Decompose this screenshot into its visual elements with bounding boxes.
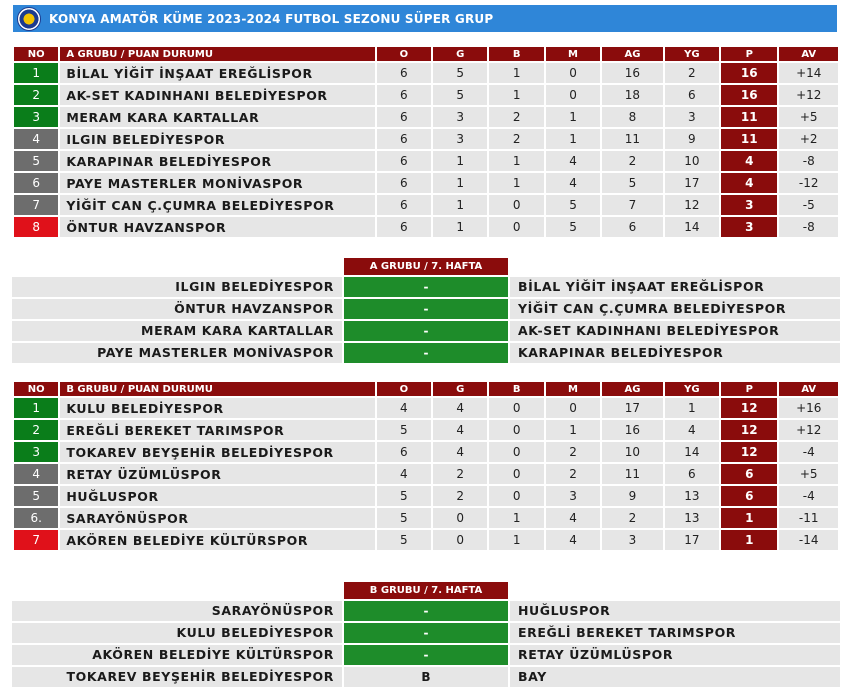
match-score: - xyxy=(344,623,508,643)
table-row xyxy=(14,107,838,127)
col-av-header: AV xyxy=(779,47,838,61)
p-cell: 16 xyxy=(721,85,777,105)
group-a-standings-table xyxy=(12,45,840,239)
m-cell: 3 xyxy=(546,486,600,506)
group-b-fixtures xyxy=(12,601,840,689)
yg-cell: 12 xyxy=(665,195,719,215)
col-no-header: NO xyxy=(14,47,58,61)
col-b-header: B xyxy=(489,382,543,396)
p-cell: 11 xyxy=(721,129,777,149)
team-name-cell: AKÖREN BELEDİYE KÜLTÜRSPOR xyxy=(60,530,374,550)
home-team: TOKAREV BEYŞEHİR BELEDİYESPOR xyxy=(12,667,342,687)
col-g-header: G xyxy=(433,382,487,396)
table-header-row xyxy=(14,47,838,61)
yg-cell: 17 xyxy=(665,530,719,550)
match-score: - xyxy=(344,343,508,363)
home-team: ÖNTUR HAVZANSPOR xyxy=(12,299,342,319)
m-cell: 0 xyxy=(546,63,600,83)
yg-cell: 17 xyxy=(665,173,719,193)
table-row xyxy=(14,151,838,171)
g-cell: 3 xyxy=(433,107,487,127)
home-team: SARAYÖNÜSPOR xyxy=(12,601,342,621)
b-cell: 1 xyxy=(489,85,543,105)
b-cell: 0 xyxy=(489,217,543,237)
o-cell: 5 xyxy=(377,420,431,440)
match-score: - xyxy=(344,321,508,341)
yg-cell: 6 xyxy=(665,464,719,484)
rank-cell: 5 xyxy=(14,151,58,171)
av-cell: -12 xyxy=(779,173,838,193)
o-cell: 6 xyxy=(377,195,431,215)
m-cell: 1 xyxy=(546,420,600,440)
av-cell: -8 xyxy=(779,151,838,171)
b-cell: 0 xyxy=(489,486,543,506)
p-cell: 12 xyxy=(721,442,777,462)
p-cell: 3 xyxy=(721,217,777,237)
ag-cell: 16 xyxy=(602,63,662,83)
away-team: RETAY ÜZÜMLÜSPOR xyxy=(510,645,840,665)
yg-cell: 10 xyxy=(665,151,719,171)
col-o-header: O xyxy=(377,47,431,61)
fixture-row xyxy=(12,343,840,363)
fixture-row xyxy=(12,667,840,687)
ag-cell: 9 xyxy=(602,486,662,506)
o-cell: 6 xyxy=(377,85,431,105)
rank-cell: 7 xyxy=(14,195,58,215)
home-team: ILGIN BELEDİYESPOR xyxy=(12,277,342,297)
rank-cell: 6 xyxy=(14,173,58,193)
p-cell: 4 xyxy=(721,151,777,171)
away-team: BİLAL YİĞİT İNŞAAT EREĞLİSPOR xyxy=(510,277,840,297)
p-cell: 16 xyxy=(721,63,777,83)
col-o-header: O xyxy=(377,382,431,396)
team-name-cell: SARAYÖNÜSPOR xyxy=(60,508,374,528)
g-cell: 2 xyxy=(433,464,487,484)
o-cell: 4 xyxy=(377,464,431,484)
team-name-cell: BİLAL YİĞİT İNŞAAT EREĞLİSPOR xyxy=(60,63,374,83)
col-ag-header: AG xyxy=(602,382,662,396)
b-cell: 1 xyxy=(489,173,543,193)
group-a-fixture-heading: A GRUBU / 7. HAFTA xyxy=(344,258,508,275)
yg-cell: 2 xyxy=(665,63,719,83)
table-row xyxy=(14,442,838,462)
team-name-cell: PAYE MASTERLER MONİVASPOR xyxy=(60,173,374,193)
rank-cell: 3 xyxy=(14,107,58,127)
group-b-heading: B GRUBU / PUAN DURUMU xyxy=(60,382,374,396)
ag-cell: 3 xyxy=(602,530,662,550)
av-cell: +12 xyxy=(779,85,838,105)
col-av-header: AV xyxy=(779,382,838,396)
home-team: KULU BELEDİYESPOR xyxy=(12,623,342,643)
p-cell: 6 xyxy=(721,486,777,506)
o-cell: 6 xyxy=(377,63,431,83)
av-cell: +16 xyxy=(779,398,838,418)
g-cell: 1 xyxy=(433,195,487,215)
p-cell: 12 xyxy=(721,398,777,418)
ag-cell: 8 xyxy=(602,107,662,127)
ag-cell: 18 xyxy=(602,85,662,105)
page-title: KONYA AMATÖR KÜME 2023-2024 FUTBOL SEZONU SÜPER GRUP xyxy=(49,11,494,26)
home-team: AKÖREN BELEDİYE KÜLTÜRSPOR xyxy=(12,645,342,665)
b-cell: 0 xyxy=(489,195,543,215)
b-cell: 0 xyxy=(489,398,543,418)
m-cell: 4 xyxy=(546,151,600,171)
ag-cell: 5 xyxy=(602,173,662,193)
p-cell: 1 xyxy=(721,530,777,550)
g-cell: 4 xyxy=(433,442,487,462)
ag-cell: 10 xyxy=(602,442,662,462)
table-row xyxy=(14,486,838,506)
av-cell: +2 xyxy=(779,129,838,149)
team-name-cell: ÖNTUR HAVZANSPOR xyxy=(60,217,374,237)
rank-cell: 2 xyxy=(14,420,58,440)
g-cell: 3 xyxy=(433,129,487,149)
match-score: - xyxy=(344,299,508,319)
m-cell: 0 xyxy=(546,85,600,105)
rank-cell: 2 xyxy=(14,85,58,105)
yg-cell: 13 xyxy=(665,508,719,528)
o-cell: 6 xyxy=(377,442,431,462)
b-cell: 2 xyxy=(489,107,543,127)
b-cell: 1 xyxy=(489,508,543,528)
away-team: KARAPINAR BELEDİYESPOR xyxy=(510,343,840,363)
b-cell: 0 xyxy=(489,420,543,440)
table-row xyxy=(14,530,838,550)
col-p-header: P xyxy=(721,47,777,61)
away-team: EREĞLİ BEREKET TARIMSPOR xyxy=(510,623,840,643)
fixture-row xyxy=(12,623,840,643)
match-score: - xyxy=(344,277,508,297)
yg-cell: 9 xyxy=(665,129,719,149)
g-cell: 0 xyxy=(433,530,487,550)
ag-cell: 17 xyxy=(602,398,662,418)
rank-cell: 5 xyxy=(14,486,58,506)
away-team: BAY xyxy=(510,667,840,687)
team-name-cell: KULU BELEDİYESPOR xyxy=(60,398,374,418)
fixture-row xyxy=(12,277,840,297)
yg-cell: 14 xyxy=(665,442,719,462)
team-name-cell: AK-SET KADINHANI BELEDİYESPOR xyxy=(60,85,374,105)
av-cell: -8 xyxy=(779,217,838,237)
b-cell: 1 xyxy=(489,151,543,171)
b-cell: 1 xyxy=(489,530,543,550)
g-cell: 4 xyxy=(433,420,487,440)
av-cell: -5 xyxy=(779,195,838,215)
m-cell: 0 xyxy=(546,398,600,418)
rank-cell: 8 xyxy=(14,217,58,237)
fixture-row xyxy=(12,645,840,665)
b-cell: 2 xyxy=(489,129,543,149)
match-score: - xyxy=(344,601,508,621)
g-cell: 5 xyxy=(433,63,487,83)
m-cell: 5 xyxy=(546,195,600,215)
b-cell: 1 xyxy=(489,63,543,83)
fixture-row xyxy=(12,321,840,341)
m-cell: 4 xyxy=(546,530,600,550)
table-row xyxy=(14,173,838,193)
m-cell: 2 xyxy=(546,464,600,484)
ag-cell: 2 xyxy=(602,508,662,528)
match-score: - xyxy=(344,645,508,665)
ag-cell: 7 xyxy=(602,195,662,215)
av-cell: +5 xyxy=(779,107,838,127)
team-name-cell: KARAPINAR BELEDİYESPOR xyxy=(60,151,374,171)
av-cell: +5 xyxy=(779,464,838,484)
col-m-header: M xyxy=(546,382,600,396)
ag-cell: 11 xyxy=(602,129,662,149)
match-score: B xyxy=(344,667,508,687)
av-cell: +12 xyxy=(779,420,838,440)
federation-logo-icon xyxy=(17,7,41,31)
o-cell: 4 xyxy=(377,398,431,418)
o-cell: 5 xyxy=(377,530,431,550)
col-g-header: G xyxy=(433,47,487,61)
group-a-heading: A GRUBU / PUAN DURUMU xyxy=(60,47,374,61)
yg-cell: 3 xyxy=(665,107,719,127)
table-header-row xyxy=(14,382,838,396)
ag-cell: 6 xyxy=(602,217,662,237)
rank-cell: 3 xyxy=(14,442,58,462)
team-name-cell: EREĞLİ BEREKET TARIMSPOR xyxy=(60,420,374,440)
m-cell: 2 xyxy=(546,442,600,462)
av-cell: -14 xyxy=(779,530,838,550)
home-team: PAYE MASTERLER MONİVASPOR xyxy=(12,343,342,363)
team-name-cell: TOKAREV BEYŞEHİR BELEDİYESPOR xyxy=(60,442,374,462)
title-bar xyxy=(13,5,837,32)
table-row xyxy=(14,195,838,215)
ag-cell: 16 xyxy=(602,420,662,440)
p-cell: 11 xyxy=(721,107,777,127)
table-row xyxy=(14,129,838,149)
o-cell: 6 xyxy=(377,217,431,237)
p-cell: 6 xyxy=(721,464,777,484)
group-b-standings-table xyxy=(12,380,840,552)
rank-cell: 4 xyxy=(14,464,58,484)
o-cell: 6 xyxy=(377,107,431,127)
m-cell: 4 xyxy=(546,173,600,193)
p-cell: 3 xyxy=(721,195,777,215)
b-cell: 0 xyxy=(489,442,543,462)
g-cell: 4 xyxy=(433,398,487,418)
o-cell: 5 xyxy=(377,508,431,528)
ag-cell: 2 xyxy=(602,151,662,171)
o-cell: 6 xyxy=(377,173,431,193)
table-row xyxy=(14,85,838,105)
yg-cell: 6 xyxy=(665,85,719,105)
g-cell: 1 xyxy=(433,173,487,193)
col-no-header: NO xyxy=(14,382,58,396)
away-team: HUĞLUSPOR xyxy=(510,601,840,621)
team-name-cell: ILGIN BELEDİYESPOR xyxy=(60,129,374,149)
g-cell: 1 xyxy=(433,217,487,237)
table-row xyxy=(14,217,838,237)
team-name-cell: RETAY ÜZÜMLÜSPOR xyxy=(60,464,374,484)
col-b-header: B xyxy=(489,47,543,61)
team-name-cell: HUĞLUSPOR xyxy=(60,486,374,506)
table-row xyxy=(14,508,838,528)
av-cell: -4 xyxy=(779,486,838,506)
rank-cell: 1 xyxy=(14,398,58,418)
o-cell: 5 xyxy=(377,486,431,506)
col-p-header: P xyxy=(721,382,777,396)
col-yg-header: YG xyxy=(665,47,719,61)
b-cell: 0 xyxy=(489,464,543,484)
av-cell: +14 xyxy=(779,63,838,83)
col-yg-header: YG xyxy=(665,382,719,396)
fixture-row xyxy=(12,601,840,621)
group-a-fixtures xyxy=(12,277,840,365)
away-team: YİĞİT CAN Ç.ÇUMRA BELEDİYESPOR xyxy=(510,299,840,319)
rank-cell: 7 xyxy=(14,530,58,550)
m-cell: 4 xyxy=(546,508,600,528)
o-cell: 6 xyxy=(377,129,431,149)
m-cell: 1 xyxy=(546,107,600,127)
g-cell: 1 xyxy=(433,151,487,171)
m-cell: 5 xyxy=(546,217,600,237)
rank-cell: 1 xyxy=(14,63,58,83)
team-name-cell: YİĞİT CAN Ç.ÇUMRA BELEDİYESPOR xyxy=(60,195,374,215)
av-cell: -11 xyxy=(779,508,838,528)
yg-cell: 14 xyxy=(665,217,719,237)
rank-cell: 4 xyxy=(14,129,58,149)
g-cell: 2 xyxy=(433,486,487,506)
p-cell: 1 xyxy=(721,508,777,528)
table-row xyxy=(14,398,838,418)
fixture-row xyxy=(12,299,840,319)
yg-cell: 13 xyxy=(665,486,719,506)
away-team: AK-SET KADINHANI BELEDİYESPOR xyxy=(510,321,840,341)
ag-cell: 11 xyxy=(602,464,662,484)
table-row xyxy=(14,464,838,484)
g-cell: 5 xyxy=(433,85,487,105)
p-cell: 12 xyxy=(721,420,777,440)
o-cell: 6 xyxy=(377,151,431,171)
p-cell: 4 xyxy=(721,173,777,193)
yg-cell: 4 xyxy=(665,420,719,440)
m-cell: 1 xyxy=(546,129,600,149)
table-row xyxy=(14,63,838,83)
home-team: MERAM KARA KARTALLAR xyxy=(12,321,342,341)
g-cell: 0 xyxy=(433,508,487,528)
team-name-cell: MERAM KARA KARTALLAR xyxy=(60,107,374,127)
table-row xyxy=(14,420,838,440)
rank-cell: 6. xyxy=(14,508,58,528)
yg-cell: 1 xyxy=(665,398,719,418)
group-b-fixture-heading: B GRUBU / 7. HAFTA xyxy=(344,582,508,599)
av-cell: -4 xyxy=(779,442,838,462)
col-ag-header: AG xyxy=(602,47,662,61)
col-m-header: M xyxy=(546,47,600,61)
